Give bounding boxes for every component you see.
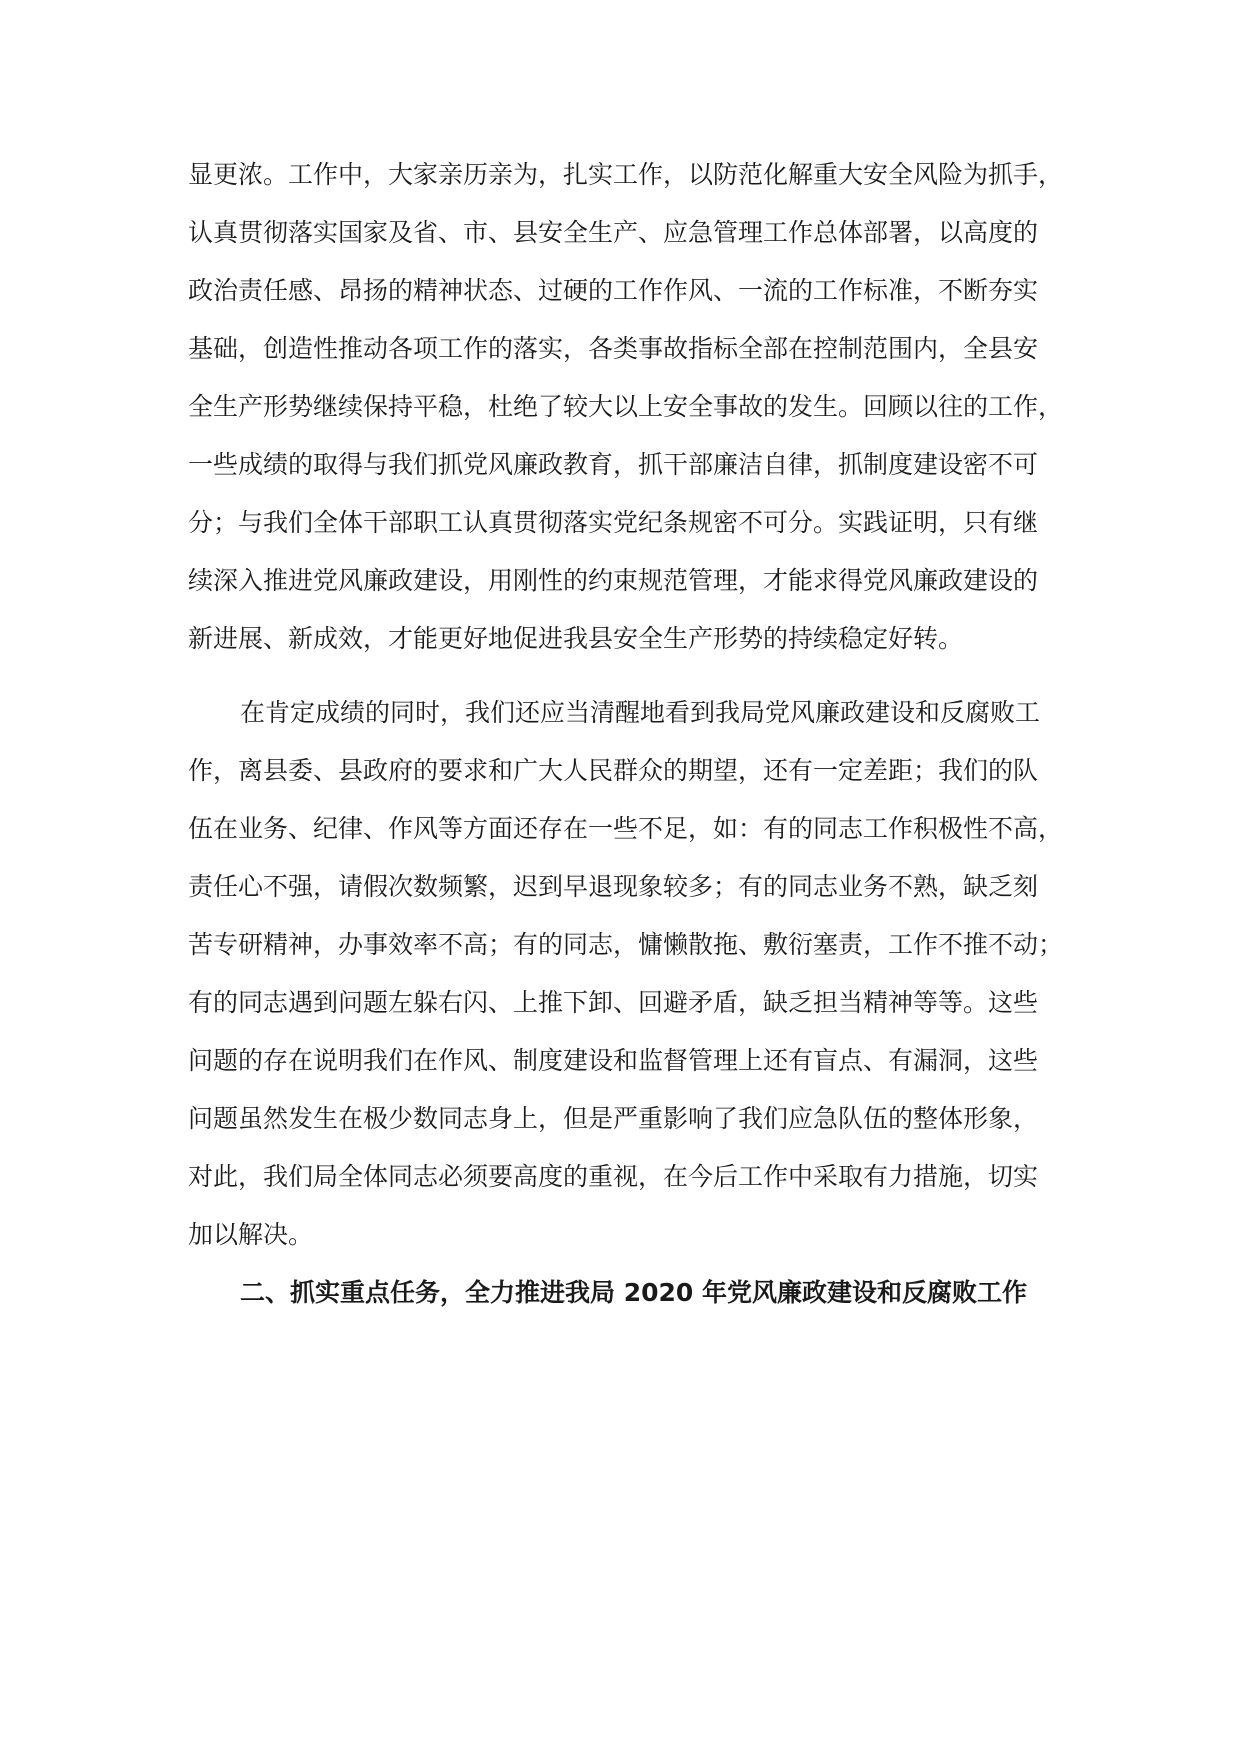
paragraph-1-line-3: 政治责任感、昂扬的精神状态、过硬的工作作风、一流的工作标准，不断夯实: [188, 276, 1039, 305]
paragraph-2-line-6: 有的同志遇到问题左躲右闪、上推下卸、回避矛盾，缺乏担当精神等等。这些: [188, 988, 1039, 1017]
paragraph-1-line-9: 新进展、新成效，才能更好地促进我县安全生产形势的持续稳定好转。: [188, 624, 964, 653]
section-heading: 二、抓实重点任务，全力推进我局 2020 年党风廉政建设和反腐败工作: [240, 1278, 1027, 1307]
paragraph-1-line-2: 认真贯彻落实国家及省、市、县安全生产、应急管理工作总体部署，以高度的: [188, 218, 1039, 247]
paragraph-1-line-4: 基础，创造性推动各项工作的落实，各类事故指标全部在控制范围内，全县安: [188, 334, 1039, 363]
paragraph-1-line-5: 全生产形势继续保持平稳，杜绝了较大以上安全事故的发生。回顾以往的工作，: [188, 392, 1064, 421]
paragraph-1-line-8: 续深入推进党风廉政建设，用刚性的约束规范管理，才能求得党风廉政建设的: [188, 566, 1039, 595]
paragraph-2-line-4: 责任心不强，请假次数频繁，迟到早退现象较多；有的同志业务不熟，缺乏刻: [188, 872, 1039, 901]
paragraph-2-line-10: 加以解决。: [188, 1220, 314, 1249]
paragraph-2-line-8: 问题虽然发生在极少数同志身上，但是严重影响了我们应急队伍的整体形象，: [188, 1104, 1039, 1133]
paragraph-2-line-3: 伍在业务、纪律、作风等方面还存在一些不足，如：有的同志工作积极性不高，: [188, 814, 1064, 843]
paragraph-2-line-5: 苦专研精神，办事效率不高；有的同志，慵懒散拖、敷衍塞责，工作不推不动；: [188, 930, 1064, 959]
paragraph-2-line-9: 对此，我们局全体同志必须要高度的重视，在今后工作中采取有力措施，切实: [188, 1162, 1039, 1191]
paragraph-1-line-7: 分；与我们全体干部职工认真贯彻落实党纪条规密不可分。实践证明，只有继: [188, 508, 1039, 537]
paragraph-2-line-7: 问题的存在说明我们在作风、制度建设和监督管理上还有盲点、有漏洞，这些: [188, 1046, 1039, 1075]
paragraph-2-line-2: 作，离县委、县政府的要求和广大人民群众的期望，还有一定差距；我们的队: [188, 756, 1039, 785]
paragraph-2-line-1: 在肯定成绩的同时，我们还应当清醒地看到我局党风廉政建设和反腐败工: [240, 698, 1041, 727]
paragraph-1-line-6: 一些成绩的取得与我们抓党风廉政教育，抓干部廉洁自律，抓制度建设密不可: [188, 450, 1039, 479]
paragraph-1-line-1: 显更浓。工作中，大家亲历亲为，扎实工作，以防范化解重大安全风险为抓手，: [188, 160, 1064, 189]
